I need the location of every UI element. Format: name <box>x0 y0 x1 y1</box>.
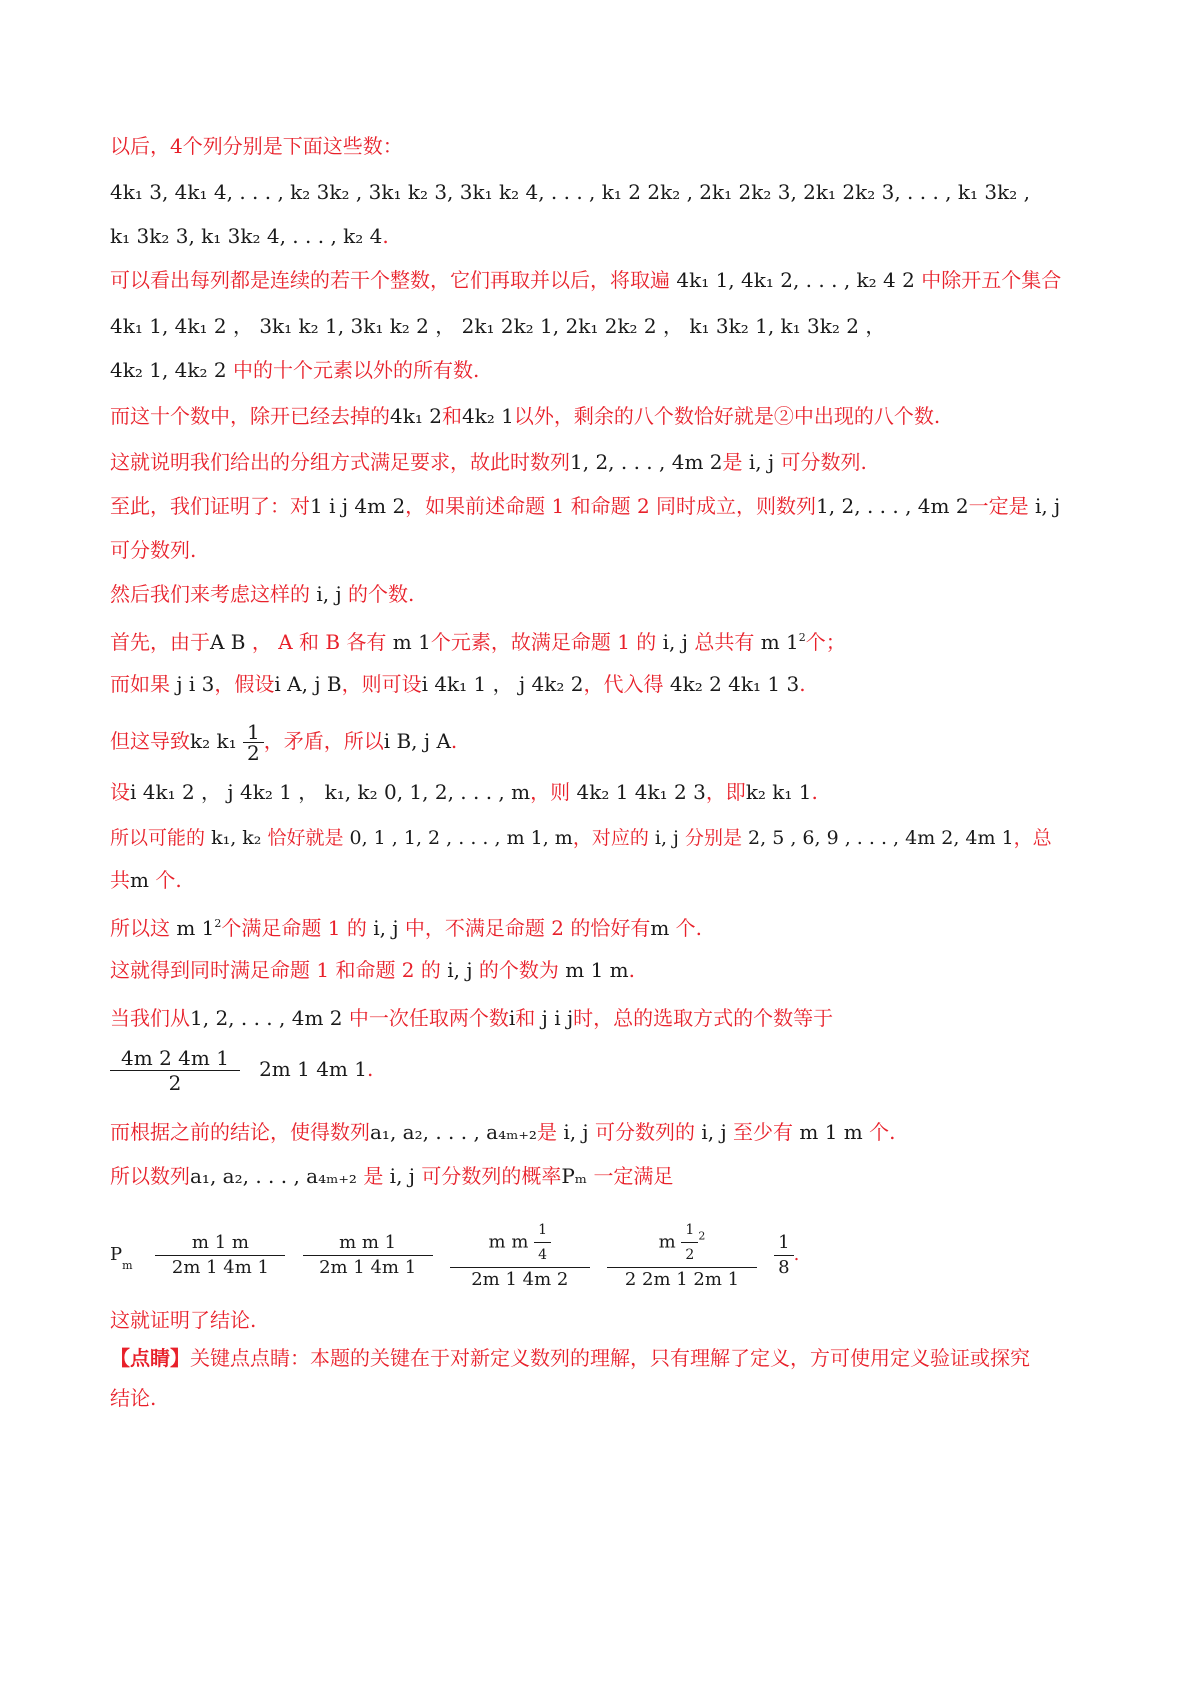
text: A 和 B 各有 <box>278 630 387 654</box>
text: 中一次任取两个数 <box>348 1006 509 1030</box>
line-22 <box>110 1118 1111 1146</box>
numerator-3 <box>450 1218 590 1268</box>
denominator: 8 <box>778 1256 790 1278</box>
text: 关键点点睛：本题的关键在于对新定义数列的理解，只有理解了定义，方可使用定义验证或探究 <box>190 1346 1030 1370</box>
p-symbol: P <box>110 1244 123 1265</box>
text: 当我们从 <box>110 1006 190 1030</box>
math: 1 i j 4m 2 <box>310 494 406 518</box>
math: 4k₁ 2 <box>390 404 442 428</box>
line-27 <box>110 1384 1111 1412</box>
math: i, j <box>316 582 342 606</box>
numerator: m m 1 <box>303 1231 433 1256</box>
fraction-3 <box>450 1218 590 1292</box>
fraction-1 <box>155 1231 285 1280</box>
line-14: 但这导致k₂ k₁ $\frac{1}{2}$ ，矛盾，所以i B, j A. <box>110 720 458 765</box>
math: 1, 2, . . . , 4m 2 <box>570 450 723 474</box>
math: 2m 1 4m 1 <box>259 1057 367 1081</box>
line-6 <box>110 356 1111 384</box>
numerator: m 1 m <box>155 1231 285 1256</box>
text: 中的十个元素以外的所有数. <box>232 358 480 382</box>
text: 个满足命题 1 的 <box>221 916 367 940</box>
line-24-inequality: $P_m$ $\frac{m 1 m}{2m 1 4m 1}$ $\frac{\text{m m 1}}{2m 1 4m 1}$ m m $\frac{1}{4}$ 2m 1 4m 2 m $\frac{1}{2}$ $^2$ 2 2m 1 2m 1 $\frac{1}{8}$ . <box>110 1218 1111 1292</box>
text: 但这导致 <box>110 729 190 753</box>
numerator-text: m m <box>488 1231 529 1253</box>
text: ，如果前述命题 1 和命题 2 同时成立，则数列 <box>405 494 817 518</box>
line-20 <box>110 1004 1111 1032</box>
text: 所以可能的 <box>110 827 206 849</box>
text: 的个数. <box>348 582 415 606</box>
math: A B <box>210 630 246 654</box>
line-16 <box>110 824 1111 852</box>
math: 4k₂ 1 <box>461 404 514 428</box>
text: 以后，4个列分别是下面这些数： <box>110 134 403 158</box>
text: 中除开五个集合 <box>921 268 1062 292</box>
math: j i 3 <box>176 672 215 696</box>
text: 共 <box>110 868 130 892</box>
text: 个. <box>675 916 703 940</box>
text: 一定满足 <box>593 1164 674 1188</box>
math: 1, 2, . . . , 4m 2 <box>816 494 969 518</box>
math: i A, j B <box>274 672 342 696</box>
text: 个. <box>155 868 182 892</box>
math: i, j <box>662 630 688 654</box>
text: ，则可设 <box>341 672 422 696</box>
math: j i j <box>541 1006 574 1030</box>
line-2-math <box>110 178 1111 206</box>
denominator: 2 2m 1 2m 1 <box>624 1269 740 1290</box>
line-18: 所以这 m $1^2$个满足命题 1 的 i, j 中，不满足命题 2 的恰好有m 个. <box>110 916 703 940</box>
denominator: 2 <box>168 1071 182 1095</box>
numerator: 4m 2 4m 1 <box>110 1046 240 1071</box>
math: i, j <box>748 450 775 474</box>
text: 个. <box>869 1120 896 1144</box>
text: ，假设 <box>214 672 275 696</box>
math-sets: 4k₁ 1, 4k₁ 2 ， 3k₁ k₂ 1, 3k₁ k₂ 2 ， 2k₁ 2k₂ 1, 2k₁ 2k₂ 2 ， k₁ 3k₂ 1, k₁ 3k₂ 2 ， <box>110 314 886 338</box>
math: a₁, a₂, . . . , a₄ₘ₊₂ <box>370 1120 537 1144</box>
math: i 4k₁ 2 ， j 4k₂ 1 ， k₁, k₂ 0, 1, 2, . . . , m <box>130 780 531 804</box>
fraction-pairs <box>110 1046 240 1095</box>
line-9 <box>110 492 1111 520</box>
line-12: 首先，由于A B ， A 和 B 各有 m 1个元素，故满足命题 1 的 i, j 总共有 m $1^2$个； <box>110 630 846 654</box>
line-3-math: k₁ 3k₂ 3, k₁ 3k₂ 4, . . . , k₂ 4. <box>110 224 389 248</box>
text: 个； <box>805 630 846 654</box>
denominator: 2 <box>685 1247 695 1263</box>
math: i, j <box>563 1120 589 1144</box>
math: i B, j A <box>383 729 451 753</box>
text: 然后我们来考虑这样的 <box>110 582 310 606</box>
math: k₂ k₁ 1 <box>745 780 812 804</box>
math: m <box>650 916 670 940</box>
text: 所以数列 <box>110 1164 190 1188</box>
denominator: 2m 1 4m 1 <box>171 1256 270 1278</box>
text: 个元素，故满足命题 1 的 <box>430 630 657 654</box>
math: 2, 5 , 6, 9 , . . . , 4m 2, 4m 1 <box>748 827 1014 849</box>
text: 这就说明我们给出的分组方式满足要求，故此时数列 <box>110 450 570 474</box>
numerator-4: m $\frac{1}{2}$ $^2$ <box>607 1218 757 1268</box>
text: 所以这 <box>110 916 170 940</box>
text: 可分数列的 <box>594 1120 695 1144</box>
text: 是 <box>536 1120 557 1144</box>
text: 这就证明了结论. <box>110 1308 257 1332</box>
text: ，矛盾，所以 <box>263 729 384 753</box>
text: 结论. <box>110 1386 157 1410</box>
math: i, j <box>389 1164 415 1188</box>
text: 和 <box>441 404 462 428</box>
text: ，对应的 <box>572 827 649 849</box>
text: 可以看出每列都是连续的若干个整数，它们再取并以后，将取遍 <box>110 268 670 292</box>
text: 是 <box>722 450 743 474</box>
text: 这就得到同时满足命题 1 和命题 2 的 <box>110 958 441 982</box>
line-13: 而如果 j i 3，假设i A, j B，则可设i 4k₁ 1 ， j 4k₂ 2，代入得 4k₂ 2 4k₁ 1 3. <box>110 672 806 696</box>
line-10 <box>110 536 1111 564</box>
text: 而如果 <box>110 672 170 696</box>
text: 一定是 <box>968 494 1029 518</box>
numerator: 1 <box>534 1218 551 1243</box>
math: 4k₂ 1 4k₁ 2 3 <box>576 780 706 804</box>
fraction-quarter <box>534 1218 551 1267</box>
line-7 <box>110 402 1111 430</box>
line-5-math <box>110 312 1111 340</box>
text: 可分数列. <box>110 538 197 562</box>
math: i, j <box>654 827 679 849</box>
math: a₁, a₂, . . . , a₄ₘ₊₂ <box>190 1164 357 1188</box>
math: i, j <box>373 916 399 940</box>
math: i 4k₁ 1 ， j 4k₂ 2 <box>421 672 584 696</box>
line-25 <box>110 1306 1111 1334</box>
math: 0, 1 , 1, 2 , . . . , m 1, m <box>349 827 573 849</box>
text: ，则 <box>530 780 571 804</box>
text: 至少有 <box>733 1120 794 1144</box>
fraction-half <box>243 722 264 763</box>
text: ，总 <box>1013 827 1052 849</box>
math: m 1 m <box>799 1120 863 1144</box>
line-26 <box>110 1344 1111 1372</box>
numerator: 1 <box>243 722 264 743</box>
fraction-2 <box>303 1231 433 1280</box>
denominator: 2m 1 4m 2 <box>471 1269 569 1290</box>
math: k₂ k₁ <box>190 729 237 753</box>
text: 而这十个数中，除开已经去掉的 <box>110 404 390 428</box>
math: m 1 <box>760 630 799 654</box>
fraction-4 <box>607 1218 757 1292</box>
text: 以外，剩余的八个数恰好就是②中出现的八个数. <box>513 404 941 428</box>
denominator: 2 <box>247 741 260 765</box>
text: 设 <box>110 780 130 804</box>
line-8 <box>110 448 1111 476</box>
math: k₁, k₂ <box>211 827 262 849</box>
math: 4k₂ 1, 4k₂ 2 <box>110 358 227 382</box>
math: i, j <box>701 1120 727 1144</box>
line-17 <box>110 866 1111 894</box>
text: 总共有 <box>694 630 755 654</box>
denominator: 4 <box>538 1247 548 1263</box>
numerator: 1 <box>774 1231 793 1256</box>
text: 时，总的选取方式的个数等于 <box>573 1006 834 1030</box>
line-1 <box>110 132 1111 160</box>
line-11 <box>110 580 1111 608</box>
math-sequence: k₁ 3k₂ 3, k₁ 3k₂ 4, . . . , k₂ 4 <box>110 224 383 248</box>
math: Pₘ <box>561 1164 588 1188</box>
denominator: 2m 1 4m 1 <box>319 1256 417 1278</box>
math: 4k₂ 2 4k₁ 1 3 <box>669 672 800 696</box>
line-4 <box>110 266 1111 294</box>
highlight-tag: 【点睛】 <box>110 1346 190 1370</box>
text: 的个数为 <box>478 958 559 982</box>
text: 可分数列的概率 <box>421 1164 562 1188</box>
text: 首先，由于 <box>110 630 210 654</box>
math-sequence: 4k₁ 3, 4k₁ 4, . . . , k₂ 3k₂ , 3k₁ k₂ 3, 3k₁ k₂ 4, . . . , k₁ 2 2k₂ , 2k₁ 2k₂ 3, 2k₁ 2k₂ 3, . . . , k₁ 3k₂ , <box>110 180 1030 204</box>
text: 可分数列. <box>780 450 867 474</box>
math: i, j <box>447 958 473 982</box>
text: 分别是 <box>684 827 742 849</box>
math: i <box>508 1006 516 1030</box>
fraction-half-2 <box>681 1218 698 1267</box>
text: ，即 <box>705 780 746 804</box>
fraction-5 <box>774 1231 793 1280</box>
line-21: $\frac{4m 2 4m 1}{2}$ 2m 1 4m 1. <box>110 1046 1111 1095</box>
math: m 1 m <box>565 958 629 982</box>
text: 恰好就是 <box>267 827 344 849</box>
text: 而根据之前的结论，使得数列 <box>110 1120 370 1144</box>
numerator: 1 <box>681 1218 698 1243</box>
text: 中，不满足命题 2 的恰好有 <box>404 916 651 940</box>
math: 1, 2, . . . , 4m 2 <box>190 1006 343 1030</box>
line-15: 设i 4k₁ 2 ， j 4k₂ 1 ， k₁, k₂ 0, 1, 2, . . . , m，则 4k₂ 1 4k₁ 2 3，即k₂ k₁ 1. <box>110 780 818 804</box>
math: i, j <box>1034 494 1061 518</box>
text: ， <box>251 630 272 654</box>
text: 是 <box>363 1164 384 1188</box>
math: m 1 <box>176 916 215 940</box>
line-23 <box>110 1162 1111 1190</box>
text: 和 <box>515 1006 536 1030</box>
text: 至此，我们证明了：对 <box>110 494 310 518</box>
numerator-text: m <box>658 1231 676 1253</box>
math: 4k₁ 1, 4k₁ 2, . . . , k₂ 4 2 <box>676 268 915 292</box>
text: ，代入得 <box>583 672 664 696</box>
math: m 1 <box>392 630 431 654</box>
line-19: 这就得到同时满足命题 1 和命题 2 的 i, j 的个数为 m 1 m. <box>110 958 636 982</box>
math: m <box>130 868 149 892</box>
